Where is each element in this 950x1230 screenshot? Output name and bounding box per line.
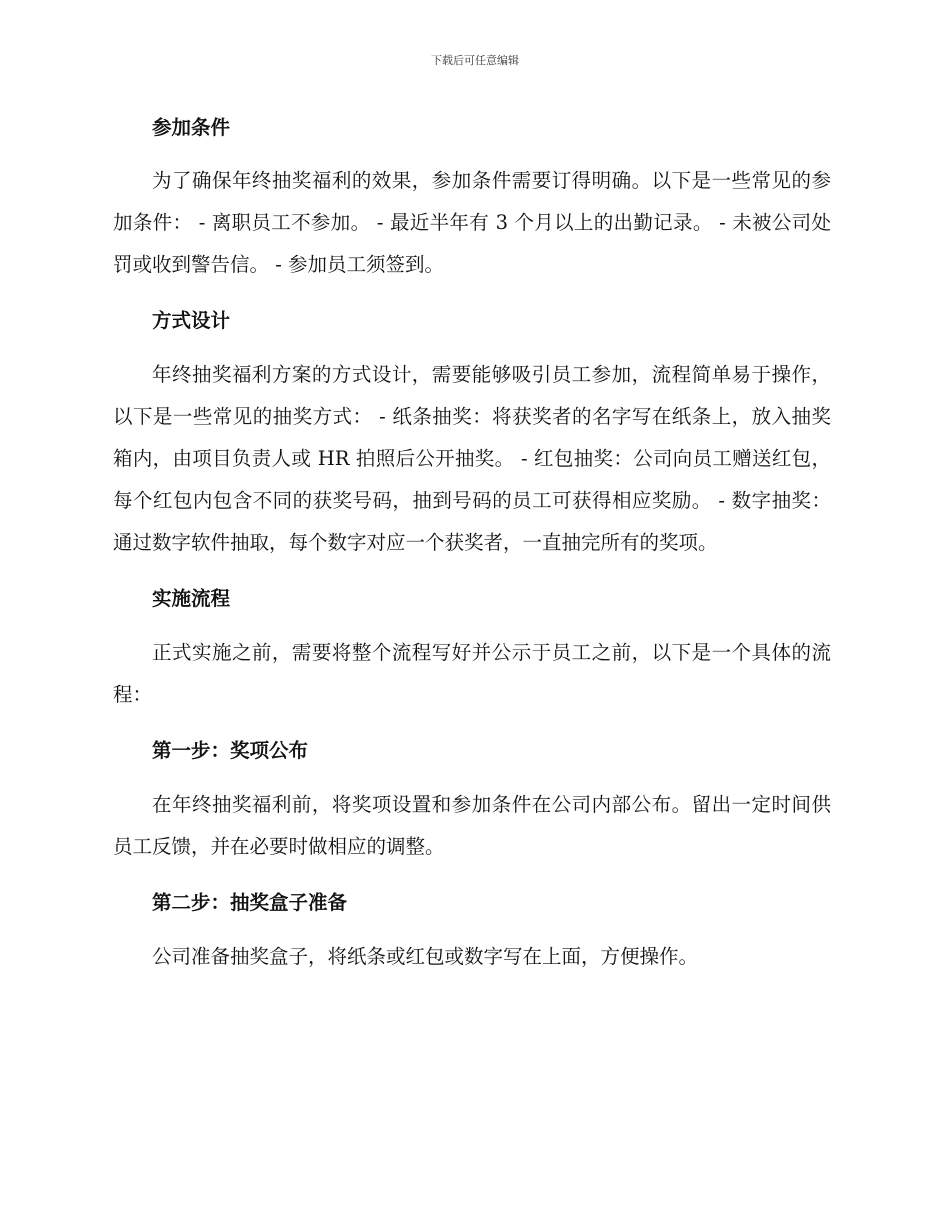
section-text-process: 正式实施之前，需要将整个流程写好并公示于员工之前，以下是一个具体的流程： <box>113 641 831 706</box>
section-heading-step2: 第二步：抽奖盒子准备 <box>152 891 348 914</box>
section-text-conditions: 为了确保年终抽奖福利的效果，参加条件需要订得明确。以下是一些常见的参加条件： - 离职员工不参加。 - 最近半年有 3 个月以上的出勤记录。 - 未被公司处罚或收到警告信。 - 参加员工须签到。 <box>113 169 831 276</box>
section-heading-process: 实施流程 <box>152 587 231 610</box>
section-text-step1: 在年终抽奖福利前，将奖项设置和参加条件在公司内部公布。留出一定时间供员工反馈，并在必要时做相应的调整。 <box>113 793 831 858</box>
section-text-method: 年终抽奖福利方案的方式设计，需要能够吸引员工参加，流程简单易于操作，以下是一些常见的抽奖方式： - 纸条抽奖：将获奖者的名字写在纸条上，放入抽奖箱内，由项目负责人或 HR 拍照后公开抽奖。 - 红包抽奖：公司向员工赠送红包，每个红包内包含不同的获奖号码，抽到号码的员工可获得相应奖励。 - 数字抽奖：通过数字软件抽取，每个数字对应一个获奖者，一直抽完所有的奖项。 <box>113 363 831 554</box>
document-body <box>113 108 831 978</box>
section-heading-conditions: 参加条件 <box>152 116 231 139</box>
section-text-step2: 公司准备抽奖盒子，将纸条或红包或数字写在上面，方便操作。 <box>152 945 699 968</box>
section-heading-step1: 第一步：奖项公布 <box>152 739 309 762</box>
section-heading-method: 方式设计 <box>152 309 231 332</box>
page-header-note: 下载后可任意编辑 <box>431 54 519 67</box>
